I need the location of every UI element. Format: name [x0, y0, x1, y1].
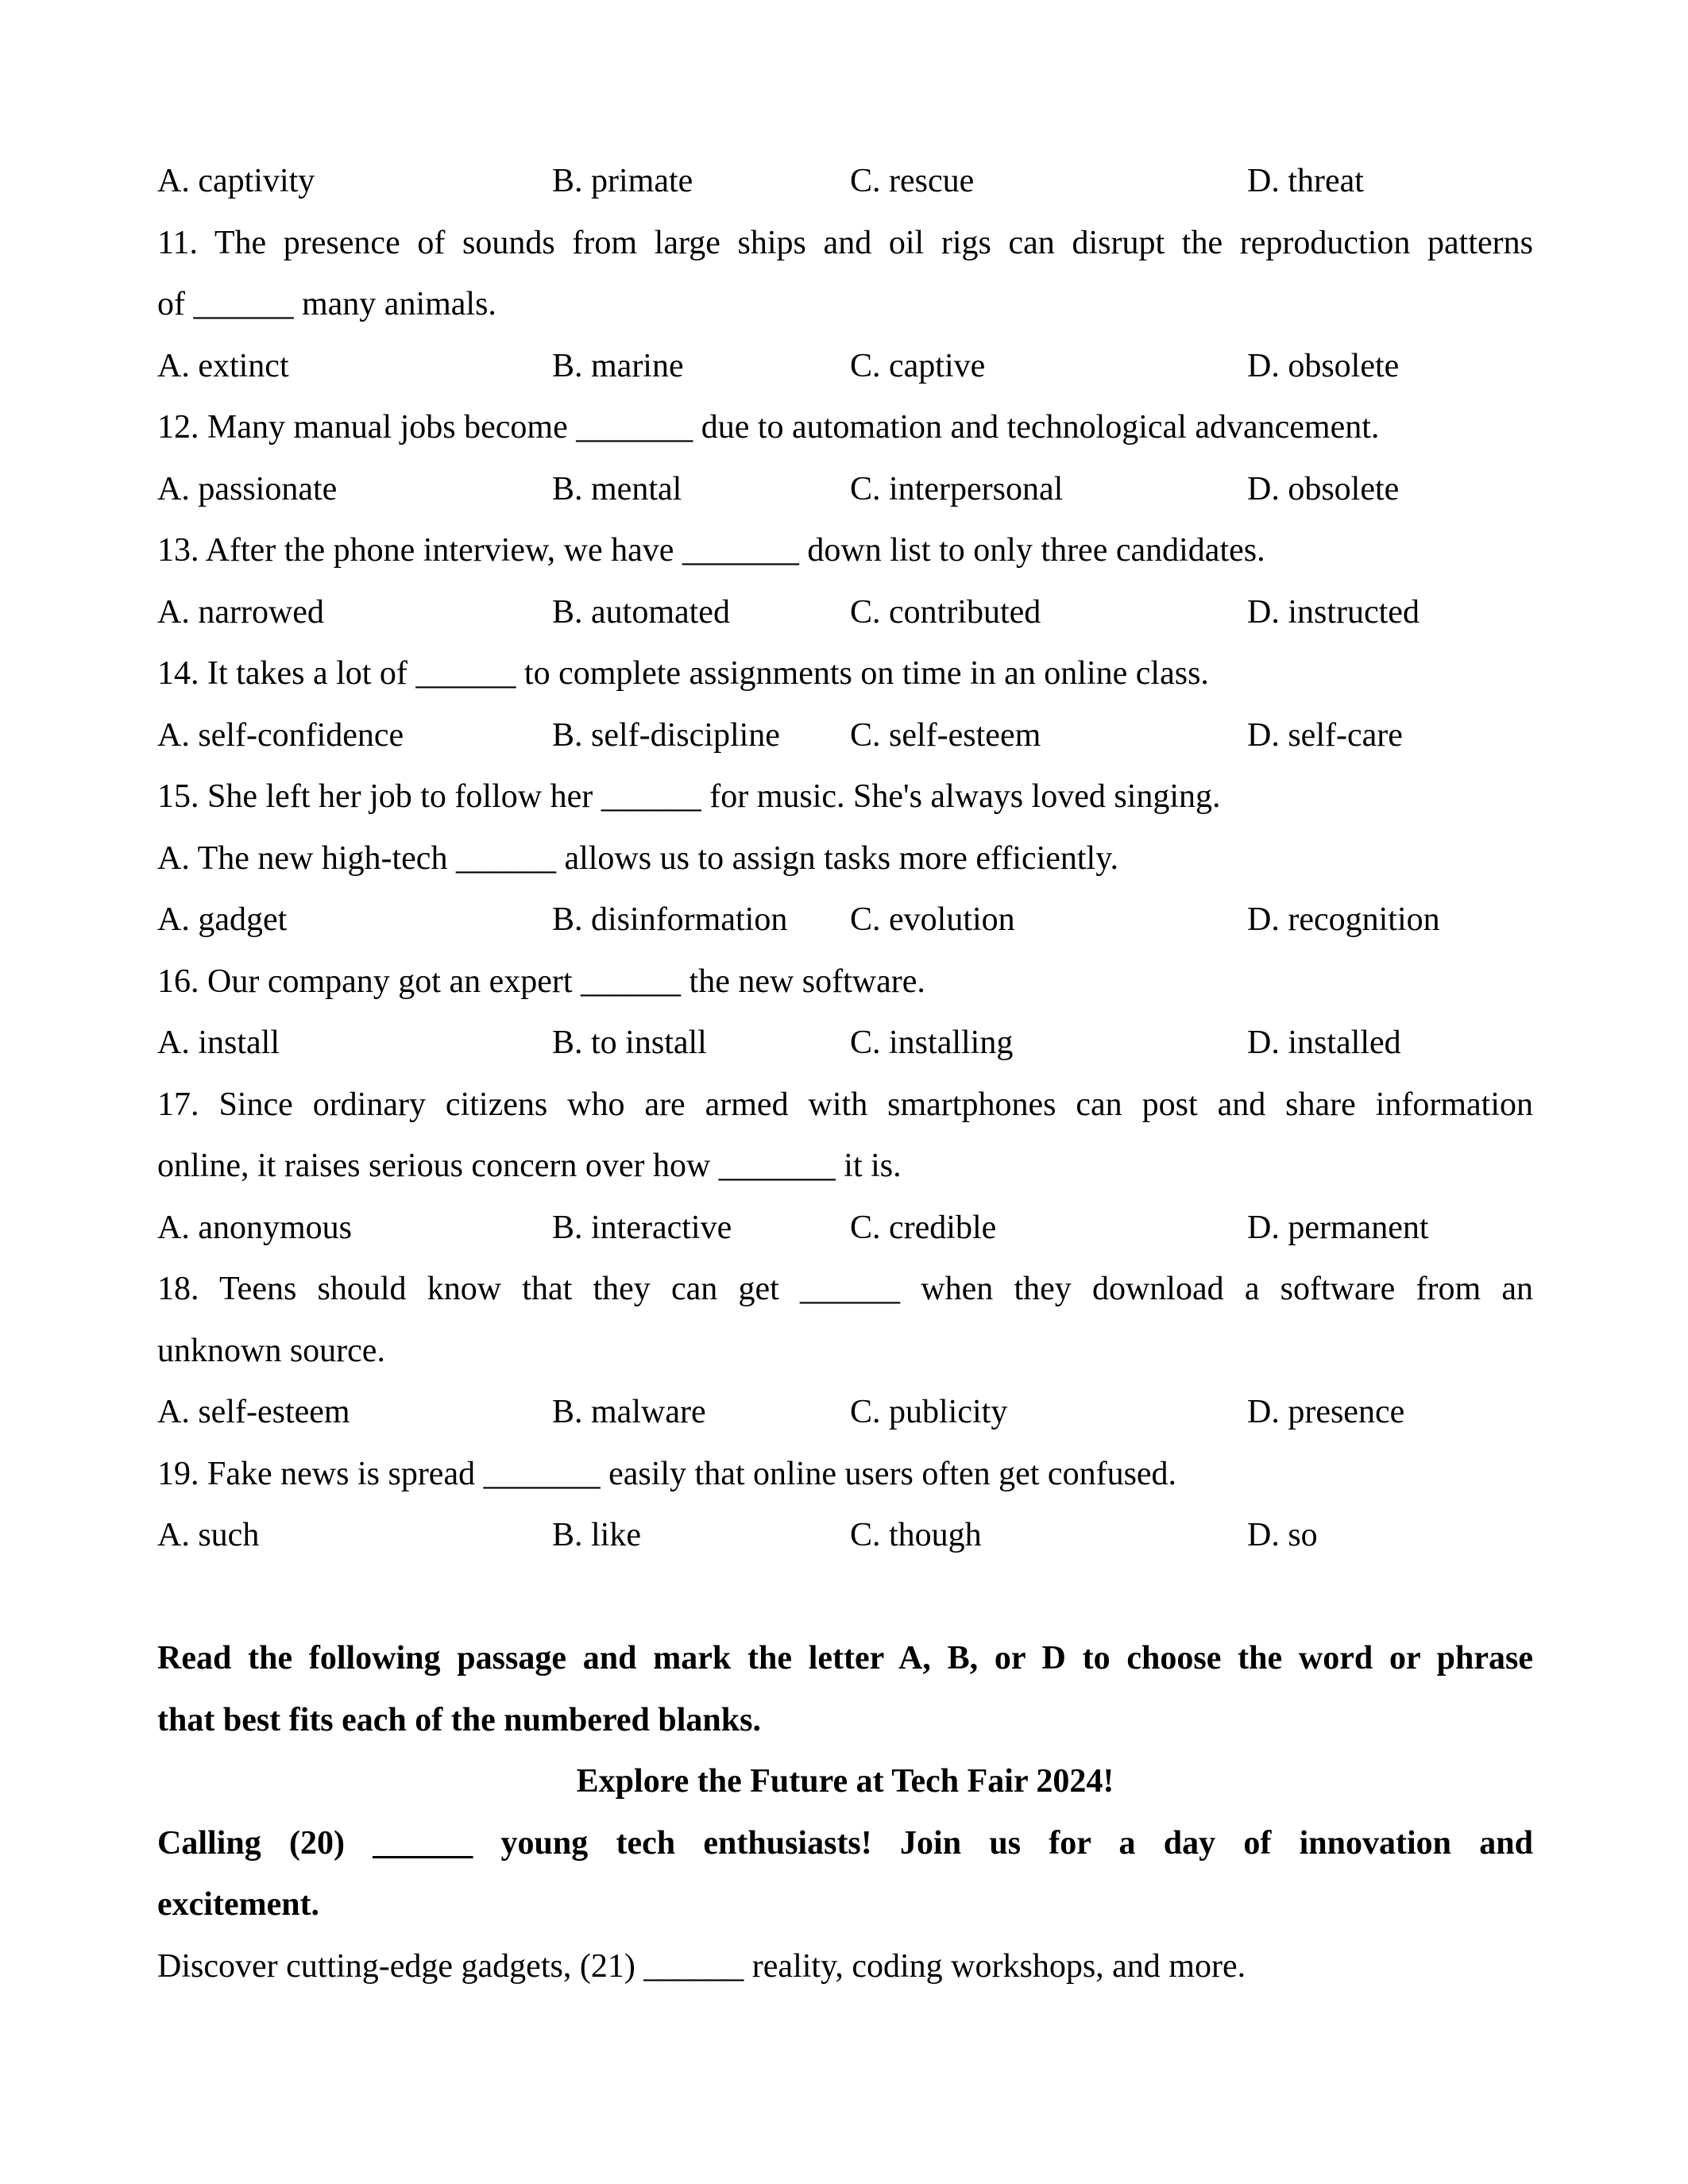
instruction-line: Read the following passage and mark the letter A, B, or D to choose the word or phrase [157, 1640, 1533, 1677]
answer-option-d: D. presence [1247, 1394, 1405, 1430]
answer-option-c: C. though [850, 1517, 982, 1553]
text-line: 18. Teens should know that they can get ______ when they download a software from an [157, 1271, 1533, 1307]
answer-option-c: C. interpersonal [850, 470, 1064, 507]
answer-option-a: A. passionate [157, 470, 338, 507]
answer-options-row [157, 582, 1533, 644]
section-spacer [157, 1567, 1533, 1629]
text-line: 15. She left her job to follow her ______ for music. She's always loved singing. [157, 778, 1221, 815]
answer-option-d: D. installed [1247, 1024, 1401, 1061]
answer-option-c: C. evolution [850, 901, 1015, 938]
answer-options-row [157, 459, 1533, 521]
answer-options-row [157, 336, 1533, 398]
passage-title: Explore the Future at Tech Fair 2024! [576, 1763, 1114, 1800]
answer-options-row [157, 1013, 1533, 1075]
answer-option-b: B. primate [552, 163, 693, 199]
instruction-line: that best fits each of the numbered blanks. [157, 1701, 761, 1738]
text-line: 14. It takes a lot of ______ to complete assignments on time in an online class. [157, 655, 1209, 692]
answer-option-d: D. obsolete [1247, 347, 1400, 384]
answer-option-d: D. threat [1247, 163, 1364, 199]
answer-option-a: A. such [157, 1517, 260, 1553]
answer-option-b: B. to install [552, 1024, 707, 1061]
answer-option-b: B. marine [552, 347, 684, 384]
worksheet-page [157, 151, 1533, 1997]
answer-options-row [157, 151, 1533, 213]
instruction-line: excitement. [157, 1886, 320, 1923]
answer-option-b: B. automated [552, 593, 730, 631]
answer-option-b: B. self-discipline [552, 716, 780, 754]
text-line: 19. Fake news is spread _______ easily that online users often get confused. [157, 1455, 1177, 1492]
answer-option-c: C. captive [850, 347, 986, 384]
answer-option-b: B. interactive [552, 1209, 732, 1246]
answer-options-row [157, 1382, 1533, 1444]
answer-option-c: C. credible [850, 1209, 997, 1246]
text-line: 16. Our company got an expert ______ the new software. [157, 963, 925, 1000]
answer-option-c: C. rescue [850, 163, 975, 199]
answer-option-b: B. malware [552, 1394, 706, 1430]
answer-option-a: A. install [157, 1024, 280, 1061]
answer-option-c: C. contributed [850, 593, 1041, 631]
answer-option-a: A. anonymous [157, 1209, 352, 1246]
text-line: 12. Many manual jobs become _______ due to automation and technological advancement. [157, 409, 1380, 446]
text-line: A. The new high-tech ______ allows us to assign tasks more efficiently. [157, 839, 1119, 877]
answer-option-b: B. mental [552, 470, 682, 507]
instruction-line: Calling (20) ______ young tech enthusiasts! Join us for a day of innovation and [157, 1824, 1533, 1862]
answer-options-row [157, 1505, 1533, 1567]
answer-option-c: C. installing [850, 1024, 1014, 1061]
text-line: 17. Since ordinary citizens who are armed with smartphones can post and share information [157, 1086, 1533, 1123]
text-line: 13. After the phone interview, we have _______ down list to only three candidates. [157, 532, 1265, 569]
answer-options-row [157, 1198, 1533, 1260]
answer-option-d: D. permanent [1247, 1209, 1429, 1246]
answer-option-a: A. narrowed [157, 593, 324, 631]
text-line: online, it raises serious concern over how _______ it is. [157, 1148, 902, 1184]
answer-option-a: A. self-esteem [157, 1394, 350, 1430]
answer-option-c: C. publicity [850, 1394, 1008, 1430]
answer-option-d: D. instructed [1247, 593, 1420, 631]
answer-option-a: A. captivity [157, 163, 315, 199]
answer-option-a: A. extinct [157, 347, 289, 384]
answer-option-c: C. self-esteem [850, 716, 1041, 754]
answer-option-d: D. so [1247, 1517, 1318, 1553]
answer-option-d: D. obsolete [1247, 470, 1400, 507]
answer-options-row [157, 705, 1533, 767]
text-line: of ______ many animals. [157, 286, 496, 322]
answer-option-b: B. like [552, 1517, 641, 1553]
answer-option-a: A. self-confidence [157, 716, 404, 754]
answer-option-d: D. self-care [1247, 716, 1403, 754]
answer-option-d: D. recognition [1247, 901, 1440, 938]
answer-options-row [157, 889, 1533, 951]
text-line: 11. The presence of sounds from large ships and oil rigs can disrupt the reproduction patterns [157, 224, 1533, 261]
answer-option-b: B. disinformation [552, 901, 788, 938]
answer-option-a: A. gadget [157, 901, 288, 938]
text-line: unknown source. [157, 1332, 385, 1369]
text-line: Discover cutting-edge gadgets, (21) ______ reality, coding workshops, and more. [157, 1947, 1246, 1985]
